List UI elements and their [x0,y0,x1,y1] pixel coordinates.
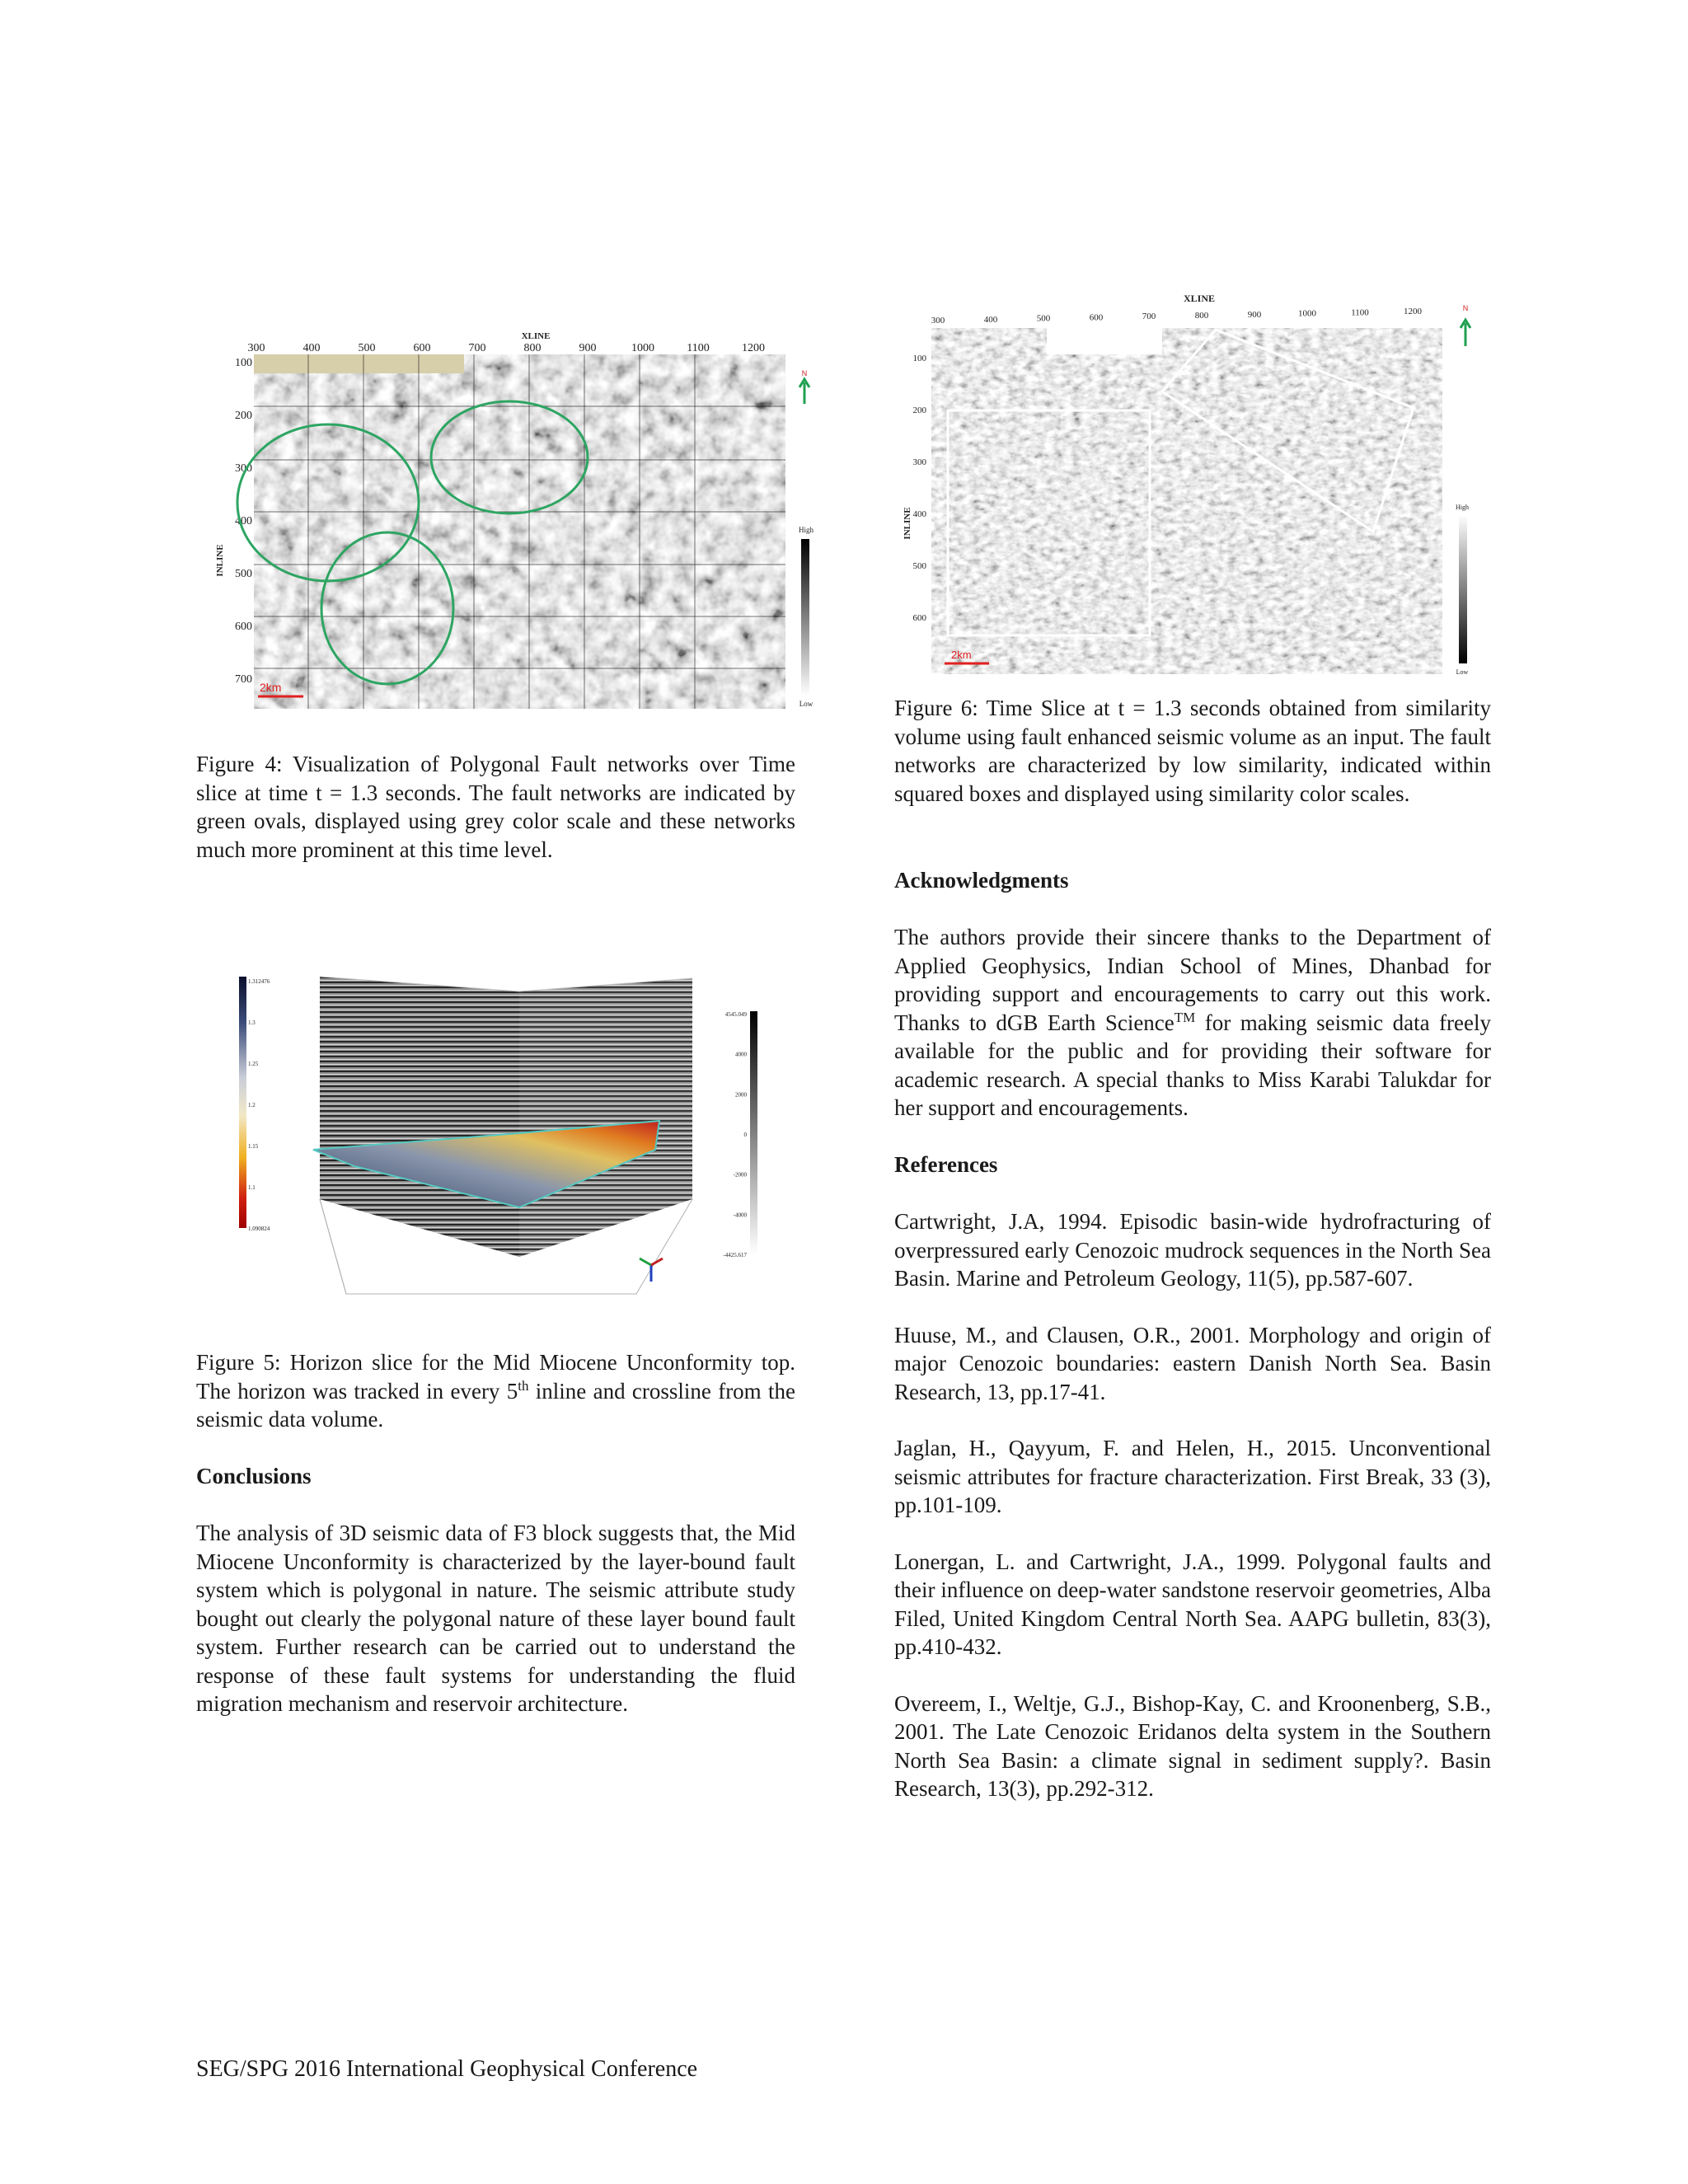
fig4-inline-tick: 400 [235,515,252,527]
fig6-inline-tick: 400 [912,509,926,519]
fig6-inline-tick: 600 [912,613,926,623]
fig6-inline-tick: 200 [912,405,926,415]
fig4-xline-tick: 1100 [687,342,710,354]
fig6-xline-tick: 800 [1194,311,1209,321]
ack-text-sup: TM [1174,1009,1196,1025]
fig4-inline-tick: 300 [235,462,252,475]
fig4-xline-tick: 900 [579,342,597,354]
fig5-left-scale-tick: 1.3 [248,1019,256,1026]
fig4-scale-high: High [799,526,814,534]
reference-item: Cartwright, J.A, 1994. Episodic basin-wide hydrofracturing of overpressured early Cenozoic mudrock sequences in the North Sea Basin. Marine and Petroleum Geology, 11(5), pp.587-607. [894,1209,1491,1291]
fig4-xline-tick: 800 [523,342,542,354]
fig6-xline-tick: 400 [983,314,998,325]
reference-item: Lonergan, L. and Cartwright, J.A., 1999. Polygonal faults and their influence on deep-water sandstone reservoir geometries, Alba Filed, United Kingdom Central North Sea. AAPG bulletin, 83(3), pp.410-432. [894,1549,1491,1659]
figure-5-caption [196,1348,795,1434]
fig4-scale-bar-label: 2km [260,681,282,694]
fig6-xline-tick: 1200 [1404,307,1422,317]
fig5-right-scale-tick: 4545.049 [724,1011,747,1018]
fig4-inline-title: INLINE [215,544,225,577]
fig5-axes-icon [640,1258,663,1282]
fig5-right-scale-tick: -2000 [733,1171,747,1179]
fig5-left-scale-tick: 1.15 [248,1143,259,1150]
fig6-scale-bar-label: 2km [951,649,972,661]
fig6-xline-tick: 1000 [1298,308,1316,319]
fig5-left-scale-tick: 1.1 [248,1184,256,1191]
fig5-caption-pre: Figure 5: Horizon slice for the Mid Miocene Unconformity top. The horizon was tracked in every 5 [196,1350,795,1404]
ack-text-post: for making seismic data freely available for the public and for providing their software for academic research. A special thanks to Miss Karabi Talukdar for her support and encouragements. [894,1010,1491,1120]
fig4-inline-tick: 100 [235,357,252,369]
reference-item: Huuse, M., and Clausen, O.R., 2001. Morphology and origin of major Cenozoic boundaries: eastern Danish North Sea. Basin Research, 13, pp.17-41. [894,1322,1491,1404]
fig4-scale-low: Low [799,700,814,708]
fig5-right-scale-tick: 2000 [735,1091,747,1099]
fig5-left-scale-tick: 1.25 [248,1061,259,1067]
fig6-xline-tick: 600 [1089,312,1104,323]
fig5-left-color-scale [239,977,246,1228]
references-heading: References [894,1152,998,1177]
fig4-xline-tick: 700 [468,342,486,354]
fig6-inline-title: INLINE [903,507,912,540]
fig6-xline-tick: 300 [931,316,945,326]
acknowledgments-heading: Acknowledgments [894,868,1069,893]
fig6-similarity-slice [931,328,1442,674]
fig4-xline-tick: 1200 [742,342,765,354]
fig5-inline-section [320,977,519,1257]
fig6-xline-tick: 900 [1247,309,1262,320]
fig4-inline-tick: 600 [235,621,252,633]
fig5-right-scale-tick: -4000 [733,1212,747,1219]
fig5-left-scale-tick: 1.090824 [248,1226,270,1232]
fig6-inline-tick: 100 [912,354,926,363]
fig6-color-scale [1459,515,1467,663]
conclusions-heading: Conclusions [196,1464,312,1488]
fig6-xline-tick: 500 [1036,313,1051,324]
fig5-right-scale-tick: 0 [743,1132,747,1138]
fig6-inline-tick: 500 [912,561,926,571]
fig6-xline-title: XLINE [1183,293,1216,304]
fig4-inline-tick: 500 [235,568,252,580]
fig4-xline-tick: 300 [247,342,265,354]
fig6-scale-high: High [1456,504,1469,511]
fig6-north-arrow-icon [1461,320,1470,346]
fig6-north-label: N [1462,304,1469,312]
fig4-no-data-area [254,354,464,373]
fig4-xline-tick: 1000 [631,342,654,354]
fig4-xline-tick: 500 [358,342,376,354]
fig4-inline-tick: 700 [235,673,252,686]
fig6-xline-tick: 1100 [1351,307,1369,318]
figure-4-image [213,328,823,715]
page-footer: SEG/SPG 2016 International Geophysical Conference [196,2056,698,2082]
fig4-north-arrow-icon [799,379,809,404]
figure-6-caption: Figure 6: Time Slice at t = 1.3 seconds obtained from similarity volume using fault enhanced seismic volume as an input. The fault networks are characterized by low similarity, indicated within squared boxes and displayed using similarity color scales. [894,696,1491,806]
fig4-time-slice [254,354,785,709]
ack-text-pre: The authors provide their sincere thanks to the Department of Applied Geophysics, Indian School of Mines, Dhanbad for providing support and encouragements to carry out this work. Thanks to dGB Earth Science [894,925,1491,1035]
fig5-right-color-scale [750,1011,757,1254]
figure-6-image [898,288,1488,684]
reference-item: Overeem, I., Weltje, G.J., Bishop-Kay, C. and Kroonenberg, S.B., 2001. The Late Cenozoic Eridanos delta system in the Southern North Sea Basin: a climate signal in sediment supply?. Basin Research, 13(3), pp.292-312. [894,1690,1491,1801]
fig6-scale-low: Low [1456,668,1469,676]
acknowledgments-text [894,923,1491,1122]
fig4-color-scale [801,539,809,696]
figure-5-image [231,952,791,1298]
figure-4-caption: Figure 4: Visualization of Polygonal Fault networks over Time slice at time t = 1.3 seconds. The fault networks are indicated by green ovals, displayed using grey color scale and these networks much more prominent at this time level. [196,752,795,862]
fig4-xline-tick: 600 [413,342,431,354]
fig4-north-label: N [801,369,808,377]
fig5-left-scale-tick: 1.312476 [248,978,270,985]
fig5-caption-sup: th [518,1377,529,1394]
fig4-xline-tick: 400 [302,342,321,354]
fig6-xline-tick: 700 [1142,312,1156,322]
conclusions-text: The analysis of 3D seismic data of F3 block suggests that, the Mid Miocene Unconformity is characterized by the layer-bound fault system which is polygonal in nature. The seismic attribute study bought out clearly the polygonal nature of these layer bound fault system. Further research can be carried out to understand the response of these fault systems for understanding the fluid migration mechanism and reservoir architecture. [196,1521,795,1716]
fig5-crossline-section [519,978,692,1257]
fig4-inline-tick: 200 [235,410,252,422]
fig5-left-scale-tick: 1.2 [248,1102,256,1108]
references-list [894,1207,1491,1803]
fig6-inline-tick: 300 [912,457,926,467]
fig5-right-scale-tick: -4425.617 [723,1252,747,1258]
fig4-xline-title: XLINE [521,331,551,341]
fig5-caption-post: inline and crossline from the seismic data volume. [196,1378,795,1432]
fig5-right-scale-tick: 4000 [735,1051,747,1058]
reference-item: Jaglan, H., Qayyum, F. and Helen, H., 2015. Unconventional seismic attributes for fracture characterization. First Break, 33 (3), pp.101-109. [894,1436,1491,1517]
